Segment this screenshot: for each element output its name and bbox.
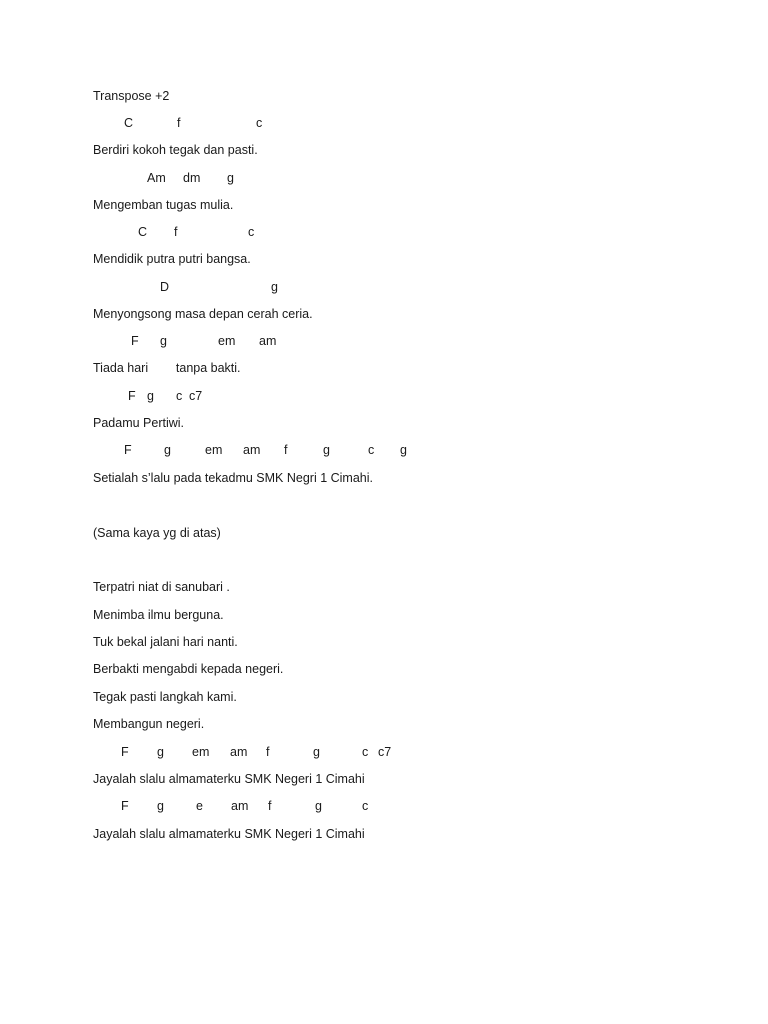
lyric-line: Padamu Pertiwi. (93, 416, 185, 430)
chord: c (248, 225, 255, 239)
chord: g (271, 280, 278, 294)
chord: f (284, 443, 288, 457)
chord: g (157, 745, 164, 759)
chord: C (124, 116, 134, 130)
lyric-line: Mengemban tugas mulia. (93, 198, 234, 212)
transpose-note: Transpose +2 (93, 89, 170, 103)
chord: am (230, 745, 248, 759)
chord: g (164, 443, 171, 457)
chord: D (160, 280, 170, 294)
chord: c (256, 116, 263, 130)
lyric-line: Berbakti mengabdi kepada negeri. (93, 662, 284, 676)
chord: em (205, 443, 223, 457)
lyric-line: Jayalah slalu almamaterku SMK Negeri 1 Cimahi (93, 772, 365, 786)
chord: C (138, 225, 148, 239)
chord: F (128, 389, 136, 403)
lyric-line: Jayalah slalu almamaterku SMK Negeri 1 Cimahi (93, 827, 365, 841)
lyric-line: Terpatri niat di sanubari . (93, 580, 230, 594)
chord: c (368, 443, 375, 457)
chord: c (362, 745, 369, 759)
chord: F (131, 334, 139, 348)
lyric-line: Setialah s’lalu pada tekadmu SMK Negri 1 Cimahi. (93, 471, 373, 485)
chord: g (147, 389, 154, 403)
lyric-line: Menyongsong masa depan cerah ceria. (93, 307, 313, 321)
lyric-line: Tuk bekal jalani hari nanti. (93, 635, 238, 649)
chord: c7 (189, 389, 203, 403)
chord: F (124, 443, 132, 457)
chord: g (323, 443, 330, 457)
chord: Am (147, 171, 166, 185)
lyric-line: Tegak pasti langkah kami. (93, 690, 237, 704)
repeat-note: (Sama kaya yg di atas) (93, 526, 221, 540)
chord: f (266, 745, 270, 759)
chord: f (174, 225, 178, 239)
chord: am (243, 443, 261, 457)
chord: c (176, 389, 183, 403)
chord: g (160, 334, 167, 348)
chord: g (315, 799, 322, 813)
chord: f (177, 116, 181, 130)
chord: F (121, 745, 129, 759)
lyric-line: Tiada hari tanpa bakti. (93, 361, 241, 375)
chord: am (259, 334, 277, 348)
chord: em (218, 334, 236, 348)
lyric-line: Membangun negeri. (93, 717, 205, 731)
chord: g (157, 799, 164, 813)
chord: e (196, 799, 203, 813)
lyric-line: Menimba ilmu berguna. (93, 608, 224, 622)
chord: c (362, 799, 369, 813)
chord: c7 (378, 745, 392, 759)
chord: g (313, 745, 320, 759)
lyric-line: Berdiri kokoh tegak dan pasti. (93, 143, 258, 157)
chord: g (227, 171, 234, 185)
chord: dm (183, 171, 201, 185)
chord: am (231, 799, 249, 813)
chord: em (192, 745, 210, 759)
chord: F (121, 799, 129, 813)
chord: f (268, 799, 272, 813)
chord: g (400, 443, 407, 457)
lyric-line: Mendidik putra putri bangsa. (93, 252, 251, 266)
